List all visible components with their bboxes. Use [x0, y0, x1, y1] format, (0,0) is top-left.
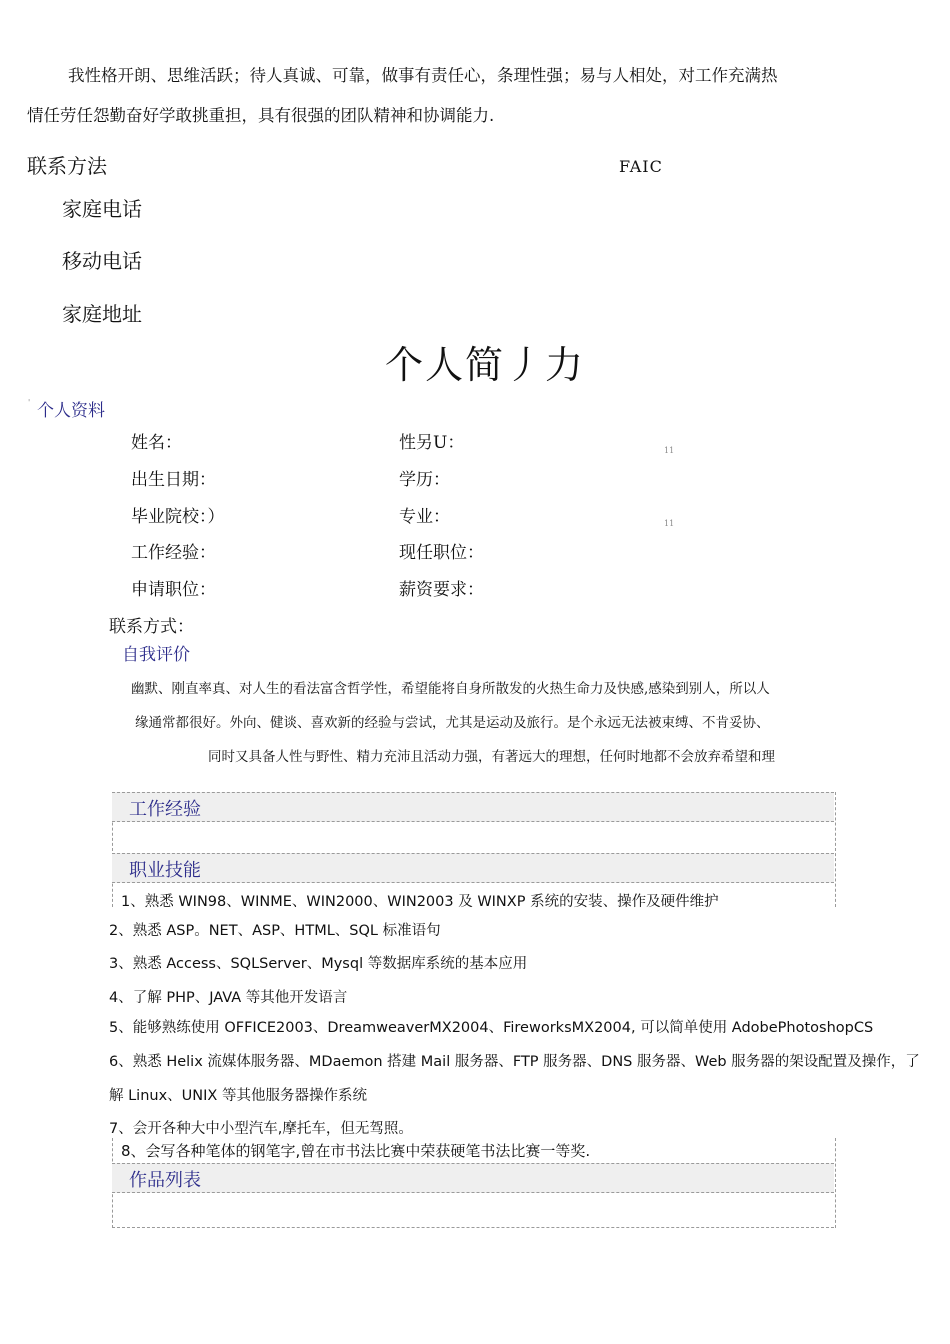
skill-item-5: 5、能够熟练使用 OFFICE2003、DreamweaverMX2004、FireworksMX2004, 可以简单使用 AdobePhotoshopCS — [109, 1020, 874, 1036]
intro-line-1: 我性格开朗、思维活跃；待人真诚、可靠，做事有责任心，条理性强；易与人相处，对工作充满热 — [68, 66, 778, 85]
field-name: 姓名： — [131, 433, 182, 453]
field-salary: 薪资要求： — [399, 580, 484, 600]
section-marker: ' — [28, 398, 31, 407]
contact-item-home-address: 家庭地址 — [62, 302, 142, 326]
field-major: 专业： — [399, 507, 450, 527]
contact-item-mobile-phone: 移动电话 — [62, 249, 142, 273]
works-bottom-line — [112, 1227, 834, 1228]
field-applied-position: 申请职位： — [131, 580, 216, 600]
self-eval-line-1: 幽默、刚直率真、对人生的看法富含哲学性，希望能将自身所散发的火热生命力及快感,感染到别人，所以人 — [131, 681, 770, 697]
field-gender: 性另U： — [399, 433, 465, 453]
tiny-mark-2: 11 — [664, 519, 675, 528]
works-title: 作品列表 — [129, 1170, 201, 1191]
works-header — [112, 1163, 834, 1193]
self-eval-line-3: 同时又具备人性与野性、精力充沛且活动力强，有著远大的理想，任何时地都不会放弃希望和理 — [208, 749, 775, 765]
contact-label: 联系方式： — [109, 617, 194, 637]
skill-item-1: 1、熟悉 WIN98、WINME、WIN2000、WIN2003 及 WINXP 系统的安装、操作及硬件维护 — [121, 894, 719, 910]
field-education: 学历： — [399, 470, 450, 490]
self-eval-line-2: 缘通常都很好。外向、健谈、喜欢新的经验与尝试，尤其是运动及旅行。是个永远无法被束缚、不肯妥协、 — [135, 715, 770, 731]
work-experience-title: 工作经验 — [129, 799, 201, 820]
field-school: 毕业院校：） — [131, 507, 225, 527]
skill-item-4: 4、了解 PHP、JAVA 等其他开发语言 — [109, 990, 348, 1006]
intro-line-2: 情任劳任怨勤奋好学敢挑重担，具有很强的团队精神和协调能力. — [27, 106, 495, 125]
contact-item-home-phone: 家庭电话 — [62, 197, 142, 221]
skill-item-7: 7、会开各种大中小型汽车,摩托车，但无驾照。 — [109, 1121, 413, 1137]
stray-text: FAIC — [619, 157, 663, 173]
self-eval-title: 自我评价 — [122, 645, 190, 665]
resume-title: 个人简丿力 — [385, 343, 586, 387]
contact-method-title: 联系方法 — [27, 154, 107, 178]
skills-header — [112, 853, 834, 883]
work-experience-header — [112, 792, 834, 822]
tiny-mark-1: 11 — [664, 446, 675, 455]
skill-item-3: 3、熟悉 Access、SQLServer、Mysql 等数据库系统的基本应用 — [109, 956, 528, 972]
field-birthdate: 出生日期： — [131, 470, 216, 490]
skill-item-6-cont: 解 Linux、UNIX 等其他服务器操作系统 — [109, 1088, 367, 1104]
field-work-experience: 工作经验： — [131, 543, 216, 563]
field-current-position: 现任职位： — [399, 543, 484, 563]
skill-item-2: 2、熟悉 ASP。NET、ASP、HTML、SQL 标准语句 — [109, 923, 441, 939]
skills-title: 职业技能 — [129, 860, 201, 881]
skill-item-8: 8、会写各种笔体的钢笔字,曾在市书法比赛中荣获硬笔书法比赛一等奖. — [121, 1142, 591, 1160]
personal-info-title: 个人资料 — [37, 401, 105, 421]
skill-item-6: 6、熟悉 Helix 流媒体服务器、MDaemon 搭建 Mail 服务器、FTP 服务器、DNS 服务器、Web 服务器的架设配置及操作，了 — [109, 1054, 920, 1070]
